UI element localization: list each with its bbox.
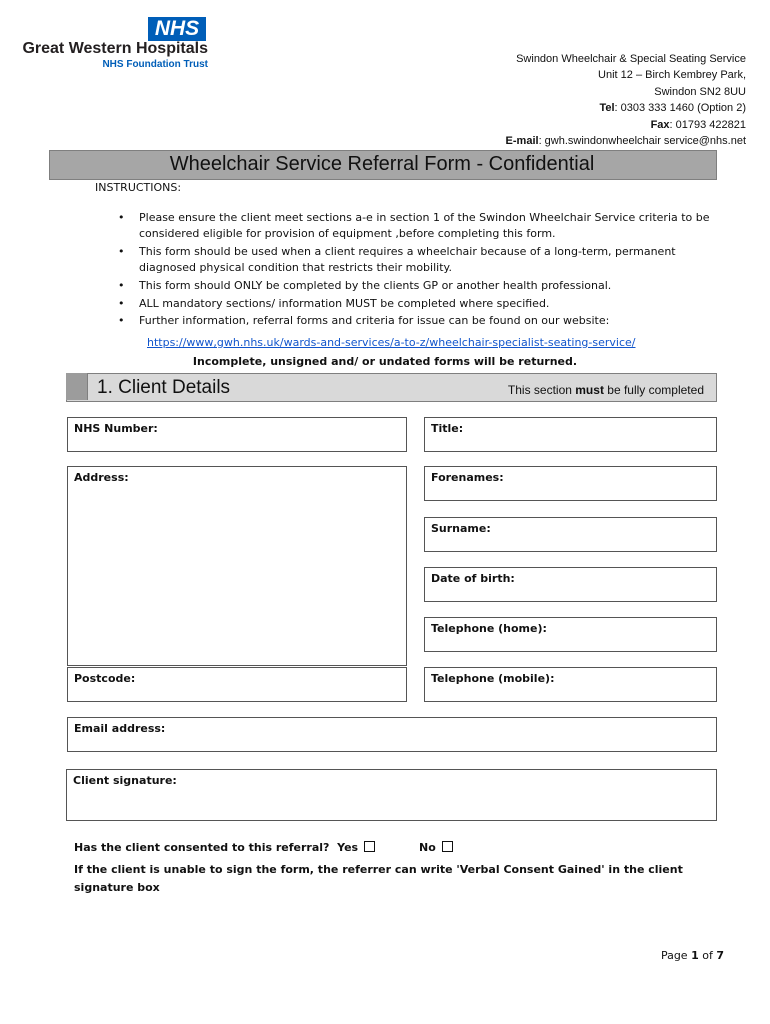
section-title: 1. Client Details xyxy=(97,377,231,398)
no-option: No xyxy=(419,841,453,854)
instruction-item: • Further information, referral forms and criteria for issue can be found on our website: xyxy=(118,313,718,329)
address-line: Swindon Wheelchair & Special Seating Service xyxy=(516,53,746,65)
instruction-item: • Please ensure the client meet sections a-e in section 1 of the Swindon Wheelchair Service criteria to be considered eligible for provision of equipment ,before completing this form. xyxy=(118,210,718,243)
yes-checkbox[interactable] xyxy=(364,841,375,852)
instruction-item: • This form should be used when a client requires a wheelchair because of a long-term, permanent diagnosed physical condition that restricts their mobility. xyxy=(118,244,718,277)
dob-field[interactable] xyxy=(424,567,717,602)
signature-field[interactable] xyxy=(66,769,717,821)
consent-note: If the client is unable to sign the form, the referrer can write 'Verbal Consent Gained' in the client signature box xyxy=(74,863,683,894)
address-line: Unit 12 – Birch Kembrey Park, xyxy=(598,69,746,82)
nhs-logo: NHS xyxy=(148,17,206,41)
email[interactable]: E-mail: gwh.swindonwheelchair service@nhs.net xyxy=(505,135,746,148)
page-number: Page 1 of 7 xyxy=(660,949,724,962)
surname-label: Surname: xyxy=(431,522,491,535)
instructions-heading: INSTRUCTIONS: xyxy=(95,181,182,194)
trust-name: NHS Foundation Trust xyxy=(102,59,208,70)
address-line: Swindon SN2 8UU xyxy=(654,85,746,98)
no-checkbox[interactable] xyxy=(442,841,453,852)
section-header-bar xyxy=(66,373,88,400)
instructions-list xyxy=(118,210,718,331)
consent-question: Has the client consented to this referral? Yes xyxy=(74,841,375,854)
title-label: Title: xyxy=(431,422,464,435)
address-field[interactable] xyxy=(67,466,407,666)
email-field[interactable] xyxy=(67,717,717,752)
title-field[interactable] xyxy=(424,417,717,452)
dob-label: Date of birth: xyxy=(431,572,515,585)
tel-mobile-label: Telephone (mobile): xyxy=(431,672,555,685)
forenames-label: Forenames: xyxy=(431,471,504,484)
nhs-number-label: NHS Number: xyxy=(74,422,158,435)
tel-home-label: Telephone (home): xyxy=(431,622,547,635)
section-note: This section must be fully completed xyxy=(507,383,704,397)
instruction-item: • This form should ONLY be completed by the clients GP or another health professional. xyxy=(118,278,718,294)
tel-mobile-field[interactable] xyxy=(424,667,717,702)
nhs-number-field[interactable] xyxy=(67,417,407,452)
org-name: Great Western Hospitals xyxy=(22,40,208,57)
fax: Fax: 01793 422821 xyxy=(650,118,746,131)
warning-text: Incomplete, unsigned and/ or undated forms will be returned. xyxy=(192,355,578,368)
form-title: Wheelchair Service Referral Form - Confidential xyxy=(169,153,595,175)
website-link[interactable]: https://www,gwh.nhs.uk/wards-and-services/a-to-z/wheelchair-specialist-seating-service/ xyxy=(147,336,636,349)
postcode-label: Postcode: xyxy=(74,672,136,685)
email-label: Email address: xyxy=(74,722,166,735)
telephone: Tel: 0303 333 1460 (Option 2) xyxy=(599,102,746,115)
tel-home-field[interactable] xyxy=(424,617,717,652)
forenames-field[interactable] xyxy=(424,466,717,501)
address-label: Address: xyxy=(74,471,129,484)
service-address xyxy=(506,51,746,149)
surname-field[interactable] xyxy=(424,517,717,552)
instruction-item: • ALL mandatory sections/ information MUST be completed where specified. xyxy=(118,296,718,312)
signature-label: Client signature: xyxy=(73,774,177,787)
postcode-field[interactable] xyxy=(67,667,407,702)
